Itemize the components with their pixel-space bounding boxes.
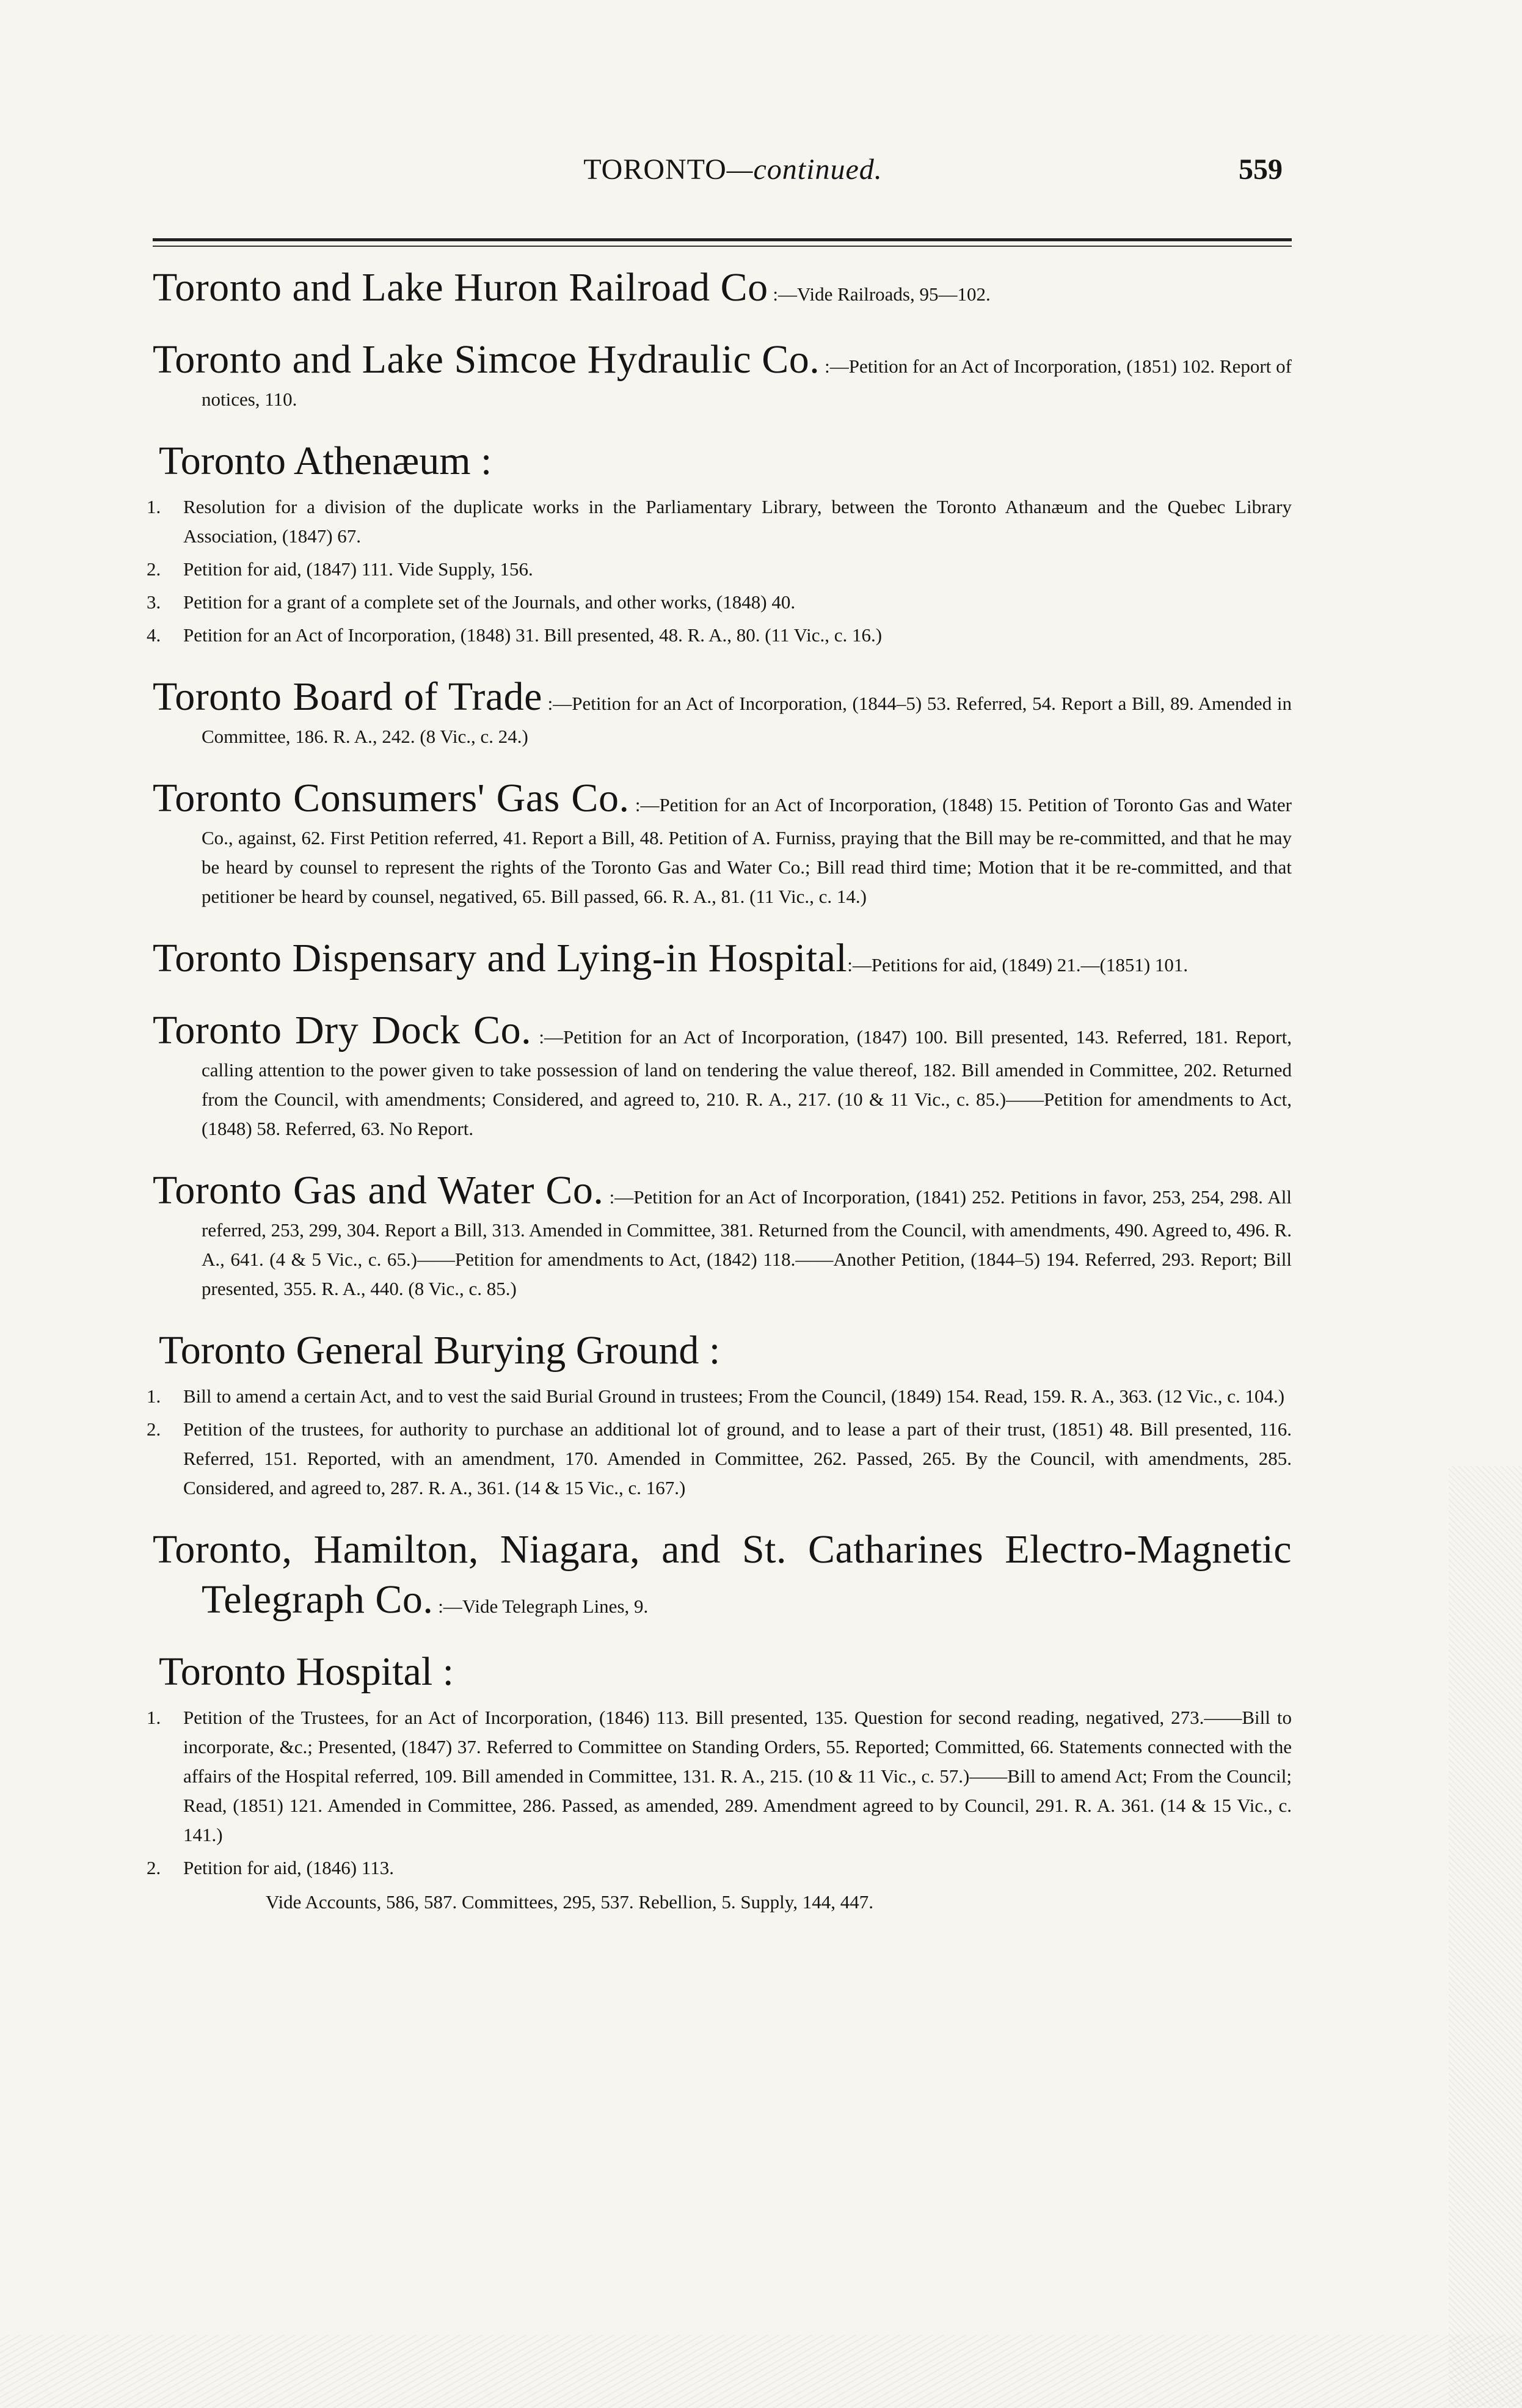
index-entry (153, 1166, 1292, 1304)
entry-body: Petition for an Act of Incorporation, (1848) 15. Petition of Toronto Gas and Water Co., against, 62. First Petition referred, 41. Report a Bill, 48. Petition of A. Furniss, praying that the Bill may be re-committed, and that he may be heard by counsel to represent the rights of the Toronto Gas and Water Co.; Bill read third time; Motion that it be re-committed, and that petitioner be heard by counsel, negatived, 65. Bill passed, 66. R. A., 81. (11 Vic., c. 14.) (202, 794, 1292, 907)
section-heading: Toronto Athenæum : (159, 439, 492, 483)
index-entry (153, 335, 1292, 414)
numbered-list (147, 1382, 1292, 1503)
index-entry (153, 933, 1292, 983)
index-entry (153, 1525, 1292, 1625)
index-content (147, 263, 1292, 1939)
item-text: Petition of the trustees, for authority to purchase an additional lot of ground, and to lease a part of their trust, (1851) 48. Bill presented, 116. Referred, 151. Reported, with an amendment, 170. Amended in Committee, 262. Passed, 265. By the Council, with amendments, 285. Considered, and agreed to, 287. R. A., 361. (14 & 15 Vic., c. 167.) (183, 1418, 1292, 1498)
running-title-main: TORONTO (583, 153, 727, 186)
item-number: 1. (147, 1385, 161, 1407)
header-rule-thick (153, 238, 1292, 241)
item-number: 3. (147, 591, 161, 613)
index-entry (153, 773, 1292, 911)
list-item (147, 621, 1292, 650)
hospital-section (147, 1647, 1292, 1917)
section-heading: Toronto Hospital : (159, 1649, 454, 1694)
list-item (147, 1415, 1292, 1503)
running-title (519, 153, 947, 186)
entry-separator: :— (768, 283, 798, 305)
item-text: Petition for aid, (1846) 113. (183, 1857, 394, 1878)
item-number: 1. (147, 1707, 161, 1728)
list-item (147, 1382, 1292, 1411)
item-text: Resolution for a division of the duplicate works in the Parliamentary Library, between the Toronto Athanæum and the Quebec Library Association, (1847) 67. (183, 496, 1292, 547)
item-number: 1. (147, 496, 161, 517)
entry-body: Petition for an Act of Incorporation, (1841) 252. Petitions in favor, 253, 254, 298. All referred, 253, 299, 304. Report a Bill, 313. Amended in Committee, 381. Returned from the Council, with amendments, 490. Agreed to, 496. R. A., 641. (4 & 5 Vic., c. 65.)——Petition for amendments to Act, (1842) 118.——Another Petition, (1844–5) 194. Referred, 293. Report; Bill presented, 355. R. A., 440. (8 Vic., c. 85.) (202, 1186, 1292, 1299)
entry-body: Petitions for aid, (1849) 21.—(1851) 101. (871, 954, 1189, 976)
entry-body: Petition for an Act of Incorporation, (1847) 100. Bill presented, 143. Referred, 181. Report, calling attention to the power given to take possession of land on tendering the value thereof, 182. Bill amended in Committee, 202. Returned from the Council, with amendments; Considered, and agreed to, 210. R. A., 217. (10 & 11 Vic., c. 85.)——Petition for amendments to Act, (1848) 58. Referred, 63. No Report. (202, 1026, 1292, 1139)
list-item (147, 492, 1292, 551)
numbered-list (147, 492, 1292, 650)
entry-title: Toronto and Lake Simcoe Hydraulic Co. (153, 337, 820, 382)
list-item (147, 555, 1292, 584)
running-header (153, 153, 1289, 202)
item-text: Petition for an Act of Incorporation, (1848) 31. Bill presented, 48. R. A., 80. (11 Vic., c. 16.) (183, 624, 883, 646)
entry-separator: :— (433, 1596, 462, 1617)
entry-separator: :— (603, 1186, 634, 1208)
entry-separator: :— (542, 693, 572, 714)
index-entry (153, 263, 1292, 313)
running-title-suffix: —continued. (726, 153, 883, 186)
paper-speckle-texture (1449, 1466, 1522, 2407)
header-rule-thin (153, 246, 1292, 247)
index-entry (153, 672, 1292, 751)
page-number: 559 (1239, 153, 1283, 186)
entry-title: Toronto Gas and Water Co. (153, 1168, 604, 1213)
entry-body: Vide Railroads, 95—102. (797, 283, 991, 305)
burying-ground-section (147, 1326, 1292, 1503)
item-number: 4. (147, 624, 161, 646)
item-number: 2. (147, 1857, 161, 1878)
entry-title: Toronto Consumers' Gas Co. (153, 776, 630, 820)
item-number: 2. (147, 1418, 161, 1440)
entry-separator: :— (531, 1026, 563, 1048)
entry-title: Toronto Dispensary and Lying-in Hospital (153, 936, 848, 980)
numbered-list (147, 1703, 1292, 1883)
list-item (147, 1853, 1292, 1883)
athenaeum-section (147, 436, 1292, 650)
item-text: Petition for a grant of a complete set of the Journals, and other works, (1848) 40. (183, 591, 796, 613)
item-text: Petition of the Trustees, for an Act of Incorporation, (1846) 113. Bill presented, 135. Question for second reading, negatived, 273.——Bill to incorporate, &c.; Presented, (1847) 37. Referred to Committee on Standing Orders, 55. Reported; Committed, 66. Statements connected with the affairs of the Hospital referred, 109. Bill amended in Committee, 131. R. A., 215. (10 & 11 Vic., c. 57.)——Bill to amend Act; From the Council; Read, (1851) 121. Amended in Committee, 286. Passed, as amended, 289. Amendment agreed to by Council, 291. R. A. 361. (14 & 15 Vic., c. 141.) (183, 1707, 1292, 1845)
entry-separator: :— (847, 954, 872, 976)
entry-separator: :— (629, 794, 660, 815)
entry-separator: :— (820, 356, 849, 377)
entry-title: Toronto and Lake Huron Railroad Co (153, 265, 768, 310)
list-item (147, 1703, 1292, 1850)
cross-reference-line: Vide Accounts, 586, 587. Committees, 295, 537. Rebellion, 5. Supply, 144, 447. (266, 1891, 873, 1913)
item-text: Petition for aid, (1847) 111. Vide Supply, 156. (183, 558, 533, 580)
section-heading: Toronto General Burying Ground : (159, 1328, 721, 1373)
index-entry (153, 1005, 1292, 1144)
entry-body: Vide Telegraph Lines, 9. (462, 1596, 649, 1617)
paper-speckle-texture-bottom (0, 2335, 1522, 2408)
entry-body: Petition for an Act of Incorporation, (1844–5) 53. Referred, 54. Report a Bill, 89. Amended in Committee, 186. R. A., 242. (8 Vic., c. 24.) (202, 693, 1292, 747)
entry-body: Petition for an Act of Incorporation, (1851) 102. Report of notices, 110. (202, 356, 1292, 410)
item-text: Bill to amend a certain Act, and to vest the said Burial Ground in trustees; From the Council, (1849) 154. Read, 159. R. A., 363. (12 Vic., c. 104.) (183, 1385, 1285, 1407)
item-number: 2. (147, 558, 161, 580)
entry-title: Toronto Dry Dock Co. (153, 1008, 532, 1053)
list-item (147, 588, 1292, 617)
entry-title: Toronto, Hamilton, Niagara, and St. Catharines Electro-Magnetic Telegraph Co. (153, 1527, 1292, 1622)
entry-title: Toronto Board of Trade (153, 674, 542, 719)
